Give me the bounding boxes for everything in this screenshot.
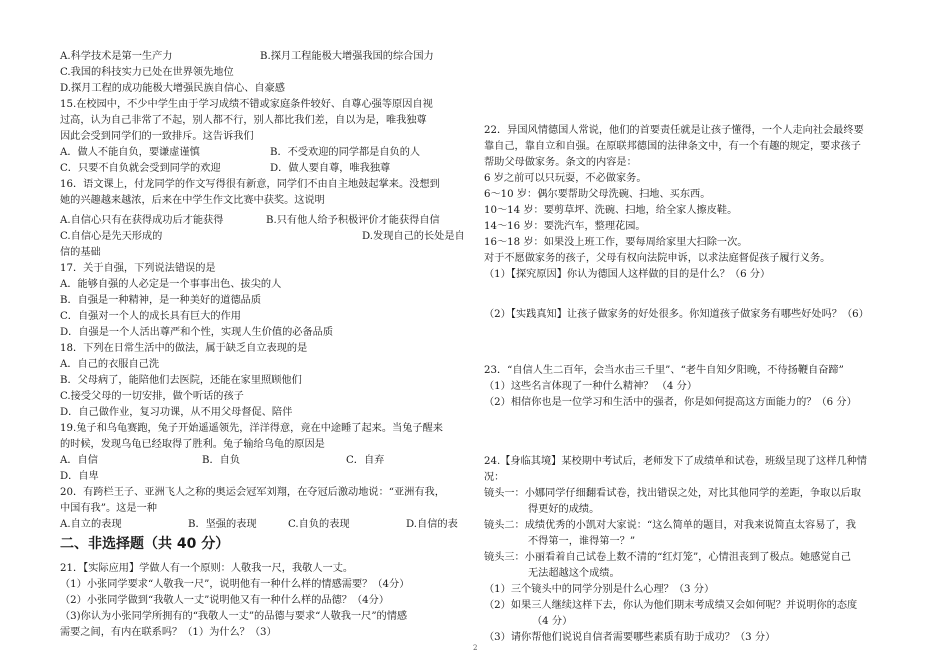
q19-option-c: C．自弃 bbox=[346, 455, 385, 466]
q15-option-d: D．做人要自尊，唯我独尊 bbox=[270, 163, 391, 174]
q19-option-b: B．自负 bbox=[202, 455, 241, 466]
q20-option-c: C.自负的表现 bbox=[288, 519, 350, 530]
q16-stem-1: 16．语文课上，付龙同学的作文写得很有新意，同学们不由自主地鼓起掌来。没想到 bbox=[60, 179, 440, 190]
q14-option-d: D.探月工程的成功能极大增强民族自信心、自豪感 bbox=[60, 83, 285, 94]
q20-option-b: B．坚强的表现 bbox=[188, 519, 257, 530]
q21-stem: 21．【实际应用】学做人有一个原则：人敬我一尺，我敬人一丈。 bbox=[60, 563, 354, 574]
q24-scene-1-b: 得更好的成绩。 bbox=[528, 504, 600, 515]
q21-sub-1: （1）小张同学要求“人敬我一尺”，说明他有一种什么样的情感需要？（4分） bbox=[60, 579, 410, 590]
q15-stem-3: 因此会受到同学们的一致排斥。这告诉我们 bbox=[60, 131, 254, 142]
q22-sub-2: （2）【实践真知】让孩子做家务的好处很多。你知道孩子做家务有哪些好处吗？（6） bbox=[484, 309, 869, 320]
q23-stem: 23．“自信人生二百年，会当水击三千里”、“老牛自知夕阳晚，不待扬鞭自奋蹄” bbox=[484, 365, 844, 376]
page-number: 2 bbox=[473, 644, 478, 652]
q23-sub-1: （1）这些名言体现了一种什么精神？ （4 分） bbox=[484, 381, 698, 392]
q24-stem-2: 况： bbox=[484, 472, 505, 483]
q15-stem-1: 15.在校园中，不少中学生由于学习成绩不错或家庭条件较好、自尊心强等原因自视 bbox=[60, 99, 433, 110]
q19-stem-1: 19.兔子和乌龟赛跑，兔子开始遥遥领先，洋洋得意，竟在中途睡了起来。当兔子醒来 bbox=[60, 423, 443, 434]
q24-stem-1: 24.【身临其境】某校期中考试后，老师发下了成绩单和试卷，班级呈现了这样几种情 bbox=[484, 456, 867, 467]
q24-sub-3: （3）请你帮他们说说自信者需要哪些素质有助于成功？（3 分） bbox=[484, 632, 776, 643]
q19-option-d: D．自卑 bbox=[60, 471, 99, 482]
q22-stem-2: 靠自己，靠自立和自强。在原联邦德国的法律条文中，有一个有趣的规定，要求孩子 bbox=[484, 141, 861, 152]
q15-option-c: C．只要不自负就会受到同学的欢迎 D．做人要自尊，唯我独尊 bbox=[60, 163, 391, 174]
q21-sub-3-b: 需要之间，有内在联系吗？（1）为什么？（3） bbox=[60, 627, 277, 638]
q17-option-d: D．自强是一个人活出尊严和个性，实现人生价值的必备品质 bbox=[60, 327, 334, 338]
q14-option-c: C.我国的科技实力已处在世界领先地位 bbox=[60, 67, 234, 78]
q16-option-d: D.发现自己的长处是自 bbox=[362, 231, 465, 242]
section-heading: 二、非选择题（共 40 分） bbox=[60, 536, 230, 552]
q20-stem-2: 中国有我”。这是一种 bbox=[60, 503, 157, 514]
q14-option-b: B.探月工程能极大增强我国的综合国力 bbox=[260, 51, 434, 62]
q16-option-a: A.自信心只有在获得成功后才能获得 B.只有他人给予积极评价才能获得自信 bbox=[60, 215, 440, 226]
q18-stem: 18．下列在日常生活中的做法，属于缺乏自立表现的是 bbox=[60, 343, 308, 354]
q20-option-a: A.自立的表现 B．坚强的表现 C.自负的表现 D.自信的表 bbox=[60, 519, 458, 530]
q22-rule-3: 10～14 岁：要剪草坪、洗碗、扫地，给全家人擦皮鞋。 bbox=[484, 205, 738, 216]
q22-rule-6: 对于不愿做家务的孩子，父母有权向法院申诉，以求法庭督促孩子履行义务。 bbox=[484, 253, 831, 264]
q22-rule-4: 14～16 岁：要洗汽车，整理花园。 bbox=[484, 221, 646, 232]
q24-sub-1: （1）三个镜头中的同学分别是什么心理？（3 分） bbox=[484, 584, 715, 595]
q19-stem-2: 的时候，发现乌龟已经取得了胜利。兔子输给乌龟的原因是 bbox=[60, 439, 325, 450]
q16-option-c: C.自信心是先天形成的 D.发现自己的长处是自 bbox=[60, 231, 465, 242]
q24-scene-1-a: 镜头一：小娜同学仔细翻看试卷，找出错误之处，对比其他同学的差距，争取以后取 bbox=[484, 488, 861, 499]
q19-option-a: A．自信 B．自负 C．自弃 bbox=[60, 455, 385, 466]
q24-scene-3-a: 镜头三：小丽看着自己试卷上数不清的“红灯笼”，心情沮丧到了极点。她感觉自己 bbox=[484, 552, 851, 563]
q15-option-b: B．不受欢迎的同学都是自负的人 bbox=[270, 147, 421, 158]
q16-option-b: B.只有他人给予积极评价才能获得自信 bbox=[266, 215, 440, 226]
q14-option-a: A.科学技术是第一生产力 B.探月工程能极大增强我国的综合国力 bbox=[60, 51, 434, 62]
q17-option-b: B．自强是一种精神，是一种美好的道德品质 bbox=[60, 295, 262, 306]
q22-rule-5: 16～18 岁：如果没上班工作，要每周给家里大扫除一次。 bbox=[484, 237, 748, 248]
q24-sub-2-points: （4 分） bbox=[532, 616, 573, 627]
q18-option-a: A．自己的衣服自己洗 bbox=[60, 359, 160, 370]
q15-stem-2: 过高，认为自己非常了不起，别人都不行，别人都比我们差，自以为是，唯我独尊 bbox=[60, 115, 427, 126]
q20-stem-1: 20．有跨栏王子、亚洲飞人之称的奥运会冠军刘翔，在夺冠后激动地说：“亚洲有我， bbox=[60, 487, 445, 498]
q16-option-d-cont: 信的基础 bbox=[60, 247, 101, 258]
q24-scene-2-a: 镜头二：成绩优秀的小凯对大家说：“这么简单的题目，对我来说简直太容易了，我 bbox=[484, 520, 856, 531]
q18-option-c: C.接受父母的一切安排，做个听话的孩子 bbox=[60, 391, 244, 402]
q17-option-a: A．能够自强的人必定是一个事事出色、拔尖的人 bbox=[60, 279, 282, 290]
q18-option-b: B．父母病了，能陪他们去医院，还能在家里照顾他们 bbox=[60, 375, 302, 386]
q22-sub-1: （1）【探究原因】你认为德国人这样做的目的是什么？（6 分） bbox=[484, 269, 771, 280]
q17-option-c: C．自强对一个人的成长具有巨大的作用 bbox=[60, 311, 241, 322]
q24-scene-3-b: 无法超越这个成绩。 bbox=[528, 568, 620, 579]
q22-rule-1: 6 岁之前可以只玩耍，不必做家务。 bbox=[484, 173, 647, 184]
q15-option-a: A．做人不能自负，要谦虚谨慎 B．不受欢迎的同学都是自负的人 bbox=[60, 147, 421, 158]
q18-option-d: D．自己做作业，复习功课，从不用父母督促、陪伴 bbox=[60, 407, 293, 418]
q17-stem: 17．关于自强，下列说法错误的是 bbox=[60, 263, 216, 274]
q24-scene-2-b: 不得第一，谁得第一？” bbox=[528, 536, 636, 547]
q24-sub-2: （2）如果三人继续这样下去，你认为他们期末考成绩又会如何呢？并说明你的态度 bbox=[484, 600, 858, 611]
q23-sub-2: （2）相信你也是一位学习和生活中的强者，你是如何提高这方面能力的？（6 分） bbox=[484, 397, 857, 408]
q16-stem-2: 她的兴趣越来越浓，后来在中学生作文比赛中获奖。这说明 bbox=[60, 195, 325, 206]
q21-sub-2: （2）小张同学做到“我敬人一丈”说明他又有一种什么样的品德？（4分） bbox=[60, 595, 390, 606]
q22-stem-3: 帮助父母做家务。条文的内容是： bbox=[484, 157, 637, 168]
q21-sub-3-a: （3)你认为小张同学所拥有的“我敬人一丈”的品德与要求“人敬我一尺”的情感 bbox=[60, 611, 408, 622]
q20-option-d: D.自信的表 bbox=[406, 519, 458, 530]
q22-stem-1: 22．异国风情德国人常说，他们的首要责任就是让孩子懂得，一个人走向社会最终要 bbox=[484, 125, 864, 136]
q22-rule-2: 6～10 岁：偶尔要帮助父母洗碗、扫地、买东西。 bbox=[484, 189, 711, 200]
